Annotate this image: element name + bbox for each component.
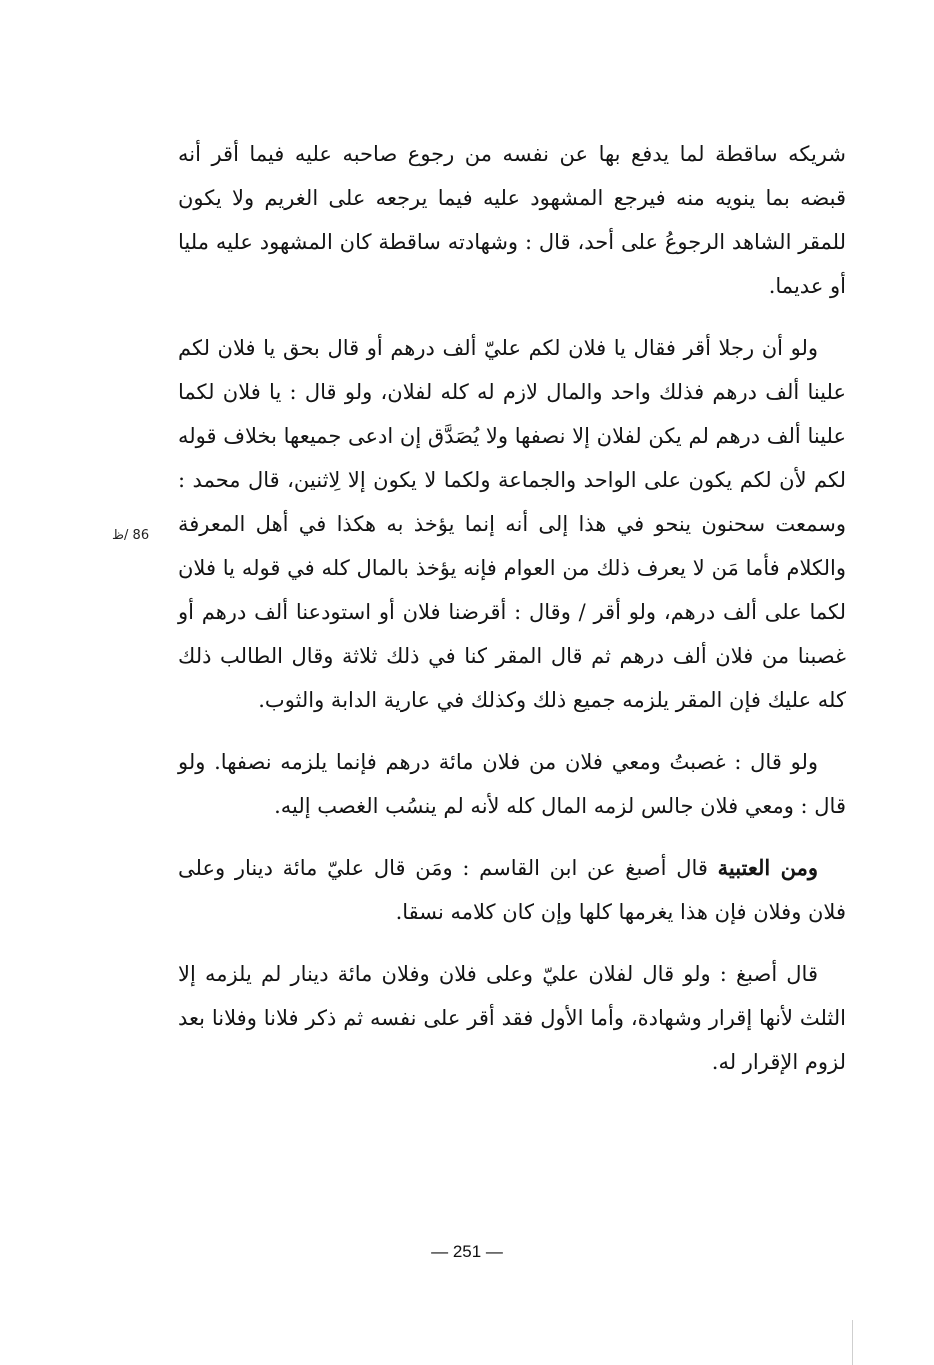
paragraph-4-text: قال أصبغ عن ابن القاسم : ومَن قال عليّ مائة دينار وعلى فلان وفلان فإن هذا يغرمها كلها وإن كان كلامه نسقا.	[178, 856, 846, 924]
folio-margin-note: 86 /ظ	[112, 528, 150, 543]
scan-edge-line	[852, 1320, 853, 1365]
paragraph-4	[178, 846, 846, 934]
paragraph-4-lead: ومن العتبية	[717, 855, 818, 880]
paragraph-5-text: قال أصبغ : ولو قال لفلان عليّ وعلى فلان وفلان مائة دينار لم يلزمه إلا الثلث لأنها إقرار وشهادة، وأما الأول فقد أقر على نفسه ثم ذكر فلانا وفلانا بعد لزوم الإقرار له.	[178, 962, 846, 1074]
paragraph-3-text: ولو قال : غصبتُ ومعي فلان من فلان مائة درهم فإنما يلزمه نصفها. ولو قال : ومعي فلان جالس لزمه المال كله لأنه لم ينسُب الغصب إليه.	[178, 750, 846, 818]
paragraph-1-text: شريكه ساقطة لما يدفع بها عن نفسه من رجوع صاحبه عليه فيما أقر أنه قبضه بما ينويه منه فيرجع المشهود عليه فيما يرجعه على الغريم ولا يكون للمقر الشاهد الرجوعُ على أحد، قال : وشهادته ساقطة كان المشهود عليه مليا أو عديما.	[178, 142, 846, 298]
page-number: — 251 —	[431, 1242, 503, 1261]
paragraph-5	[178, 952, 846, 1084]
main-text-block	[178, 132, 846, 1102]
paragraph-3	[178, 740, 846, 828]
paragraph-1	[178, 132, 846, 308]
paragraph-2-text: ولو أن رجلا أقر فقال يا فلان لكم عليّ ألف درهم أو قال بحق يا فلان لكم علينا ألف درهم فذلك واحد والمال لازم له كله لفلان، ولو قال : يا فلان لكما علينا ألف درهم لم يكن لفلان إلا نصفها ولا يُصَدَّق إن ادعى جميعها بخلاف قوله لكم لأن لكم يكون على الواحد والجماعة ولكما لا يكون إلا لِاثنين، قال محمد : وسمعت سحنون ينحو في هذا إلى أنه إنما يؤخذ به هكذا في أهل المعرفة والكلام فأما مَن لا يعرف ذلك من العوام فإنه يؤخذ بالمال كله في قوله يا فلان لكما على ألف درهم، ولو أقر / وقال : أقرضنا فلان أو استودعنا ألف درهم أو غصبنا من فلان ألف درهم ثم قال المقر كنا في ذلك ثلاثة وقال الطالب ذلك كله عليك فإن المقر يلزمه جميع ذلك وكذلك في عارية الدابة والثوب.	[178, 336, 846, 712]
paragraph-2	[178, 326, 846, 722]
